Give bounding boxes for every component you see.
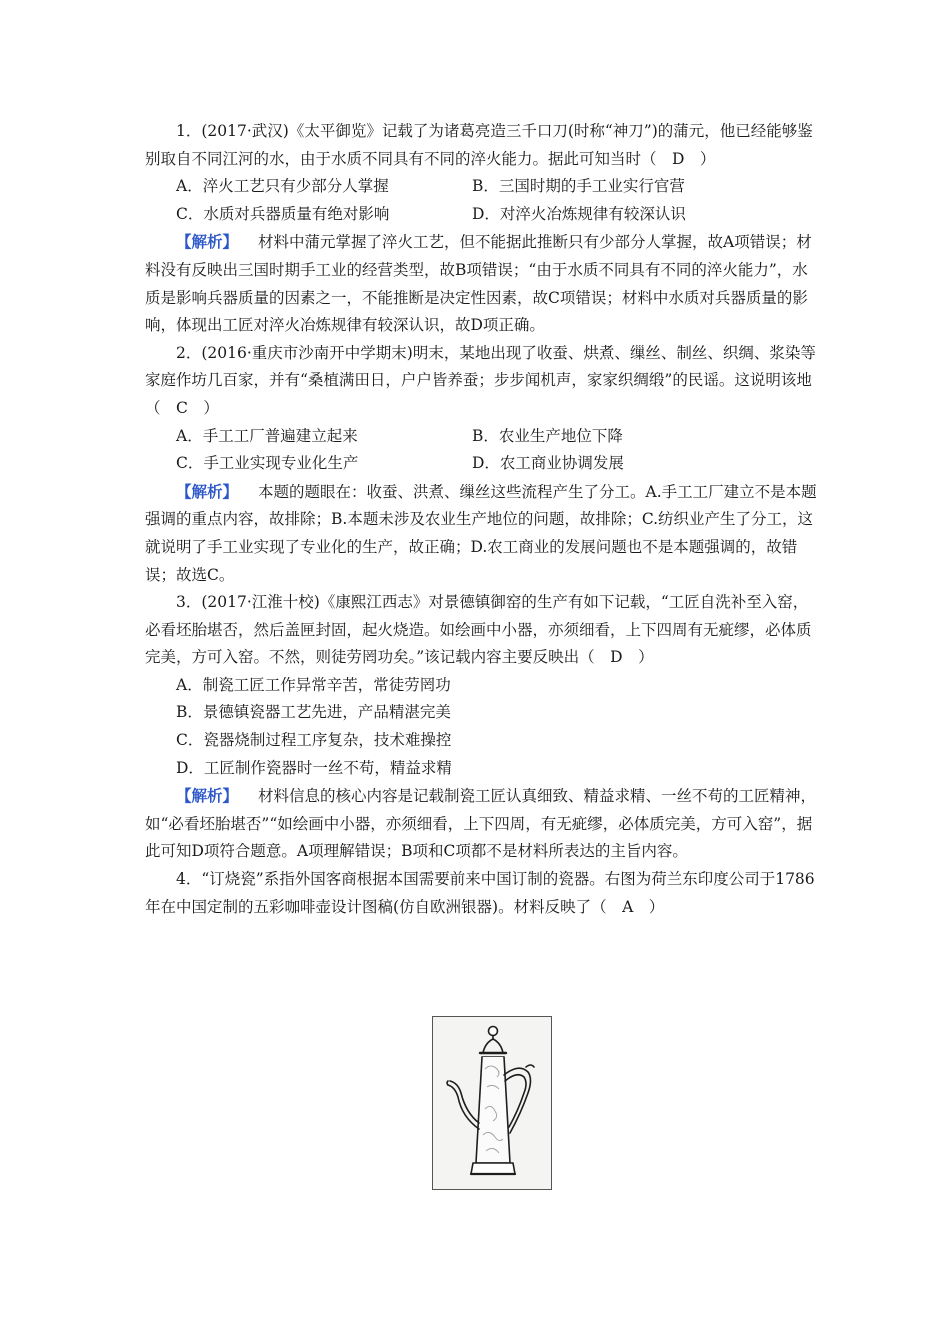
question-4-stem: 4．“订烧瓷”系指外国客商根据本国需要前来中国订制的瓷器。右图为荷兰东印度公司于1786年在中国定制的五彩咖啡壶设计图稿(仿自欧洲银器)。材料反映了（ A ） xyxy=(145,870,815,916)
question-3-analysis-text: 材料信息的核心内容是记载制瓷工匠认真细致、精益求精、一丝不苟的工匠精神，如“必看坯胎堪否”“如绘画中小器，亦须细看，上下四周，有无疵缪，必体质完美，方可入窑”，据此可知D项符合题意。A项理解错误；B项和C项都不是材料所表达的主旨内容。 xyxy=(145,787,817,861)
question-1-option-d: D．对淬火冶炼规律有较深认识 xyxy=(472,204,686,223)
question-3-option-c: C．瓷器烧制过程工序复杂，技术难操控 xyxy=(176,731,452,750)
question-2-option-b: B．农业生产地位下降 xyxy=(472,426,623,445)
question-3-analysis xyxy=(145,782,820,866)
analysis-tag: 【解析】 xyxy=(176,481,239,501)
analysis-tag: 【解析】 xyxy=(176,786,239,806)
question-3-option-b: B．景德镇瓷器工艺先进，产品精湛完美 xyxy=(176,703,451,722)
question-1-option-a: A．淬火工艺只有少部分人掌握 xyxy=(176,177,389,196)
question-2-option-d: D．农工商业协调发展 xyxy=(472,454,624,473)
question-1-analysis-text: 材料中蒲元掌握了淬火工艺，但不能据此推断只有少部分人掌握，故A项错误；材料没有反映出三国时期手工业的经营类型，故B项错误；“由于水质不同具有不同的淬火能力”，水质是影响兵器质量的因素之一，不能推断是决定性因素，故C项错误；材料中水质对兵器质量的影响，体现出工匠对淬火冶炼规律有较深认识，故D项正确。 xyxy=(145,233,812,335)
coffee-pot-sketch-icon xyxy=(433,1017,551,1189)
document-page xyxy=(145,118,820,921)
question-1-option-c: C．水质对兵器质量有绝对影响 xyxy=(176,204,390,223)
question-3-option-d: D．工匠制作瓷器时一丝不苟，精益求精 xyxy=(176,758,452,777)
analysis-tag: 【解析】 xyxy=(176,232,239,252)
question-1-options-row-1 xyxy=(145,173,820,201)
question-2-analysis xyxy=(145,478,820,589)
question-1-options-row-2 xyxy=(145,201,820,229)
question-3-option-a: A．制瓷工匠工作异常辛苦，常徒劳罔功 xyxy=(176,675,451,694)
question-2-options-row-2 xyxy=(145,450,820,478)
question-2-option-c: C．手工业实现专业化生产 xyxy=(176,454,359,473)
question-1-option-b: B．三国时期的手工业实行官营 xyxy=(472,177,685,196)
question-1-stem: 1．(2017·武汉)《太平御览》记载了为诸葛亮造三千口刀(时称“神刀”)的蒲元，他已经能够鉴别取自不同江河的水，由于水质不同具有不同的淬火能力。据此可知当时（ D ） xyxy=(145,122,813,168)
question-1-analysis xyxy=(145,228,820,339)
coffee-pot-figure xyxy=(432,1016,552,1190)
question-3-stem: 3．(2017·江淮十校)《康熙江西志》对景德镇御窑的生产有如下记载，“工匠自洗补至入窑，必看坯胎堪否，然后盖匣封固，起火烧造。如绘画中小器，亦须细看，上下四周有无疵缪，必体质完美，方可入窑。不然，则徒劳罔功矣。”该记载内容主要反映出（ D ） xyxy=(145,593,812,667)
question-2-analysis-text: 本题的题眼在：收蚕、洪煮、缫丝这些流程产生了分工。A.手工工厂建立不是本题强调的重点内容，故排除；B.本题未涉及农业生产地位的问题，故排除；C.纺织业产生了分工，这就说明了手工业实现了专业化的生产，故正确；D.农工商业的发展问题也不是本题强调的，故错误；故选C。 xyxy=(145,482,817,584)
question-2-options-row-1 xyxy=(145,423,820,451)
question-2-stem: 2．(2016·重庆市沙南开中学期末)明末，某地出现了收蚕、烘煮、缫丝、制丝、织绸、浆染等家庭作坊几百家，并有“桑植满田日，户户皆养蚕；步步闻机声，家家织绸缎”的民谣。这说明该地（ C ） xyxy=(145,343,816,417)
question-2-option-a: A．手工工厂普遍建立起来 xyxy=(176,426,358,445)
